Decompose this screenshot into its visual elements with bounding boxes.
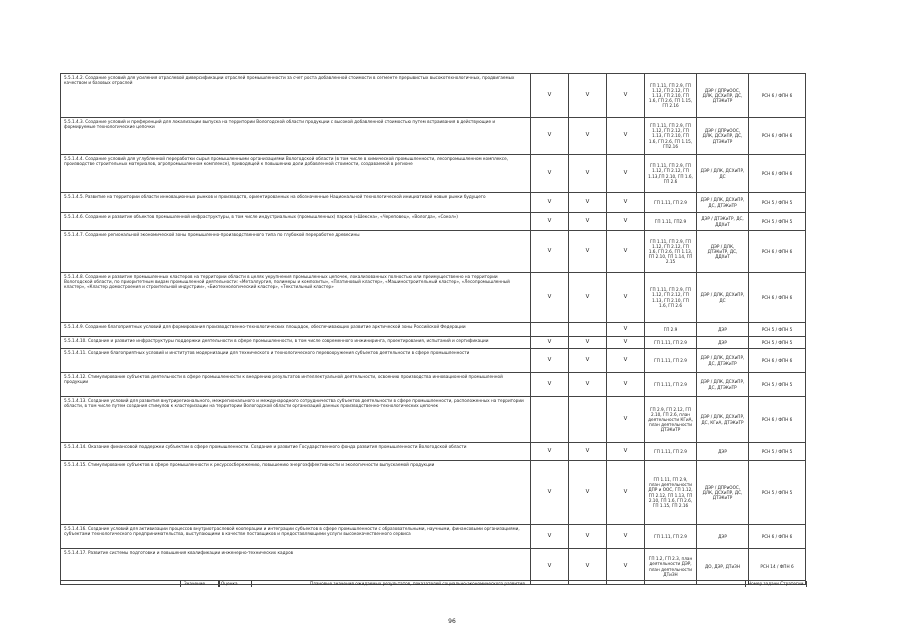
task-code: РСН 6 / ФПН 6 (749, 231, 806, 273)
table-row (61, 74, 806, 118)
strategy-task-table (60, 73, 806, 585)
responsible-executors: ДЭР / ДЛК, ДСХиПР, ДС (697, 155, 749, 193)
period-mark-1 (531, 323, 569, 337)
period-mark-2: V (569, 155, 607, 193)
state-program-refs: ГП 1.11, ГП 2.9, ГП 1.12, ГП 2.12, ГП 1.6, ГП 2.6, ГП 1.13, ГП 2.10, ГП 1.14, ГП 2.15 (645, 231, 697, 273)
period-mark-2: V (569, 337, 607, 349)
table-row (61, 155, 806, 193)
responsible-executors: ДЭР / ДЛК, ДСХиПР, ДС, КГиА, ДТЭКиТР (697, 397, 749, 443)
period-mark-1: V (531, 443, 569, 461)
period-mark-2: V (569, 273, 607, 323)
state-program-refs: ГП 1.11, ГП 2.9 (645, 349, 697, 373)
responsible-executors: ДЭР (697, 323, 749, 337)
period-mark-2 (569, 323, 607, 337)
table-row (61, 193, 806, 213)
task-description: 5.5.1.4.17. Развитие системы подготовки и повышения квалификации инженерно-технических кадров (61, 549, 531, 585)
task-code: РСН 6 / ФПН 6 (749, 74, 806, 118)
task-description: 5.5.1.4.11. Создание благоприятных условий и институтов модернизации для технического и технологического перевооружения субъектов деятельности в сфере промышленности (61, 349, 531, 373)
task-description: 5.5.1.4.16. Создание условий для активизации процессов внутриотраслевой кооперации и интеграции субъектов в сфере промышленности с образовательными, научными, финансовыми организациями, субъектами технологического предпринимательства, выступающими в качестве поставщиков и предоставляющими услуги высококачественного сервиса (61, 525, 531, 549)
period-mark-2: V (569, 349, 607, 373)
state-program-refs: ГП 1.11, ГП 2.9, ГП 1.12, ГП 2.12, ГП 1.13,ГП 2.10, ГП 1.6, ГП 2.6 (645, 155, 697, 193)
responsible-executors: ДЭР / ДЛК, ДСХиПР, ДС (697, 273, 749, 323)
table-row (61, 118, 806, 155)
period-mark-3: V (607, 213, 645, 231)
period-mark-2: V (569, 443, 607, 461)
period-mark-2: V (569, 549, 607, 585)
responsible-executors: ДЭР / ДЛК, ДСХиПР, ДС, ДТЭКиТР (697, 373, 749, 397)
state-program-refs: ГП 1.11, ГП 2.9, план деятельности ДПР и ООС, ГП 1.12, ГП 2.12, ГП 1.13, ГП 2.10, ГП 1.6, ГП 2.6, ГП 1.15, ГП 2.16 (645, 461, 697, 525)
task-code: РСН 5 / ФПН 5 (749, 373, 806, 397)
period-mark-3: V (607, 337, 645, 349)
table-row (61, 323, 806, 337)
footer-value-label: Значение (184, 581, 206, 586)
table-row (61, 231, 806, 273)
task-code: РСН 6 / ФПН 6 (749, 155, 806, 193)
period-mark-2: V (569, 213, 607, 231)
task-code: РСН 5 / ФПН 5 (749, 193, 806, 213)
period-mark-1: V (531, 349, 569, 373)
period-mark-2: V (569, 525, 607, 549)
task-description: 5.5.1.4.4. Создание условий для углубленной переработки сырья промышленными организациями Вологодской области (в том числе в химической промышленности, лесопромышленном комплексе, производстве строительных материалов, агропромышленном комплексе), приводящей к повышению доли добавленной стоимости, создаваемой в регионе (61, 155, 531, 193)
task-code: РСН 6 / ФПН 6 (749, 525, 806, 549)
period-mark-3: V (607, 397, 645, 443)
task-description: 5.5.1.4.15. Стимулирование субъектов в сфере промышленности к ресурсосбережению, повышению энергоэффективности и экологичности выпускаемой продукции (61, 461, 531, 525)
task-description: 5.5.1.4.2. Создание условий для усиления отраслевой диверсификации отраслей промышленности за счет роста добавленной стоимости в сегменте прерывистых высокотехнологичных, продвигаемых качеством и базовых отраслей (61, 74, 531, 118)
task-code: РСН 5 / ФПН 5 (749, 213, 806, 231)
state-program-refs: ГП 1.11, ГП 2.9, ГП 1.12, ГП 2.12, ГП 1.13, ГП 2.10, ГП 1.6, ГП 2.6, ГП 1.15, ГП 2.16 (645, 74, 697, 118)
table-row (61, 461, 806, 525)
state-program-refs: ГП 1.11, ГП 2.9, ГП 1.12, ГП 2.12, ГП 1.13, ГП 2.10, ГП 1.6, ГП 2.6, ГП 1.15, ГП2.16 (645, 118, 697, 155)
footer-planned-values-label: Плановые значения ожидаемых результатов, показателей социально-экономического развития (310, 581, 525, 586)
task-description: 5.5.1.4.9. Создание благоприятных условий для формирования производственно-технологических площадок, обеспечивающих развитие арктической зоны Российской Федерации (61, 323, 531, 337)
task-description: 5.5.1.4.6. Создание и развитие объектов промышленной инфраструктуры, в том числе индустриальных (промышленных) парков («Шексна», «Череповец», «Вологда», «Сокол») (61, 213, 531, 231)
period-mark-1: V (531, 461, 569, 525)
footer-rating-label: Оценка (221, 581, 238, 586)
state-program-refs: ГП 2.9 (645, 323, 697, 337)
task-description: 5.5.1.4.10. Создание и развитие инфраструктуры поддержки деятельности в сфере промышленности, в том числе современного инжиниринга, проектирования, испытаний и сертификации (61, 337, 531, 349)
footer-task-number-label: Номер задачи Стратегии (748, 581, 804, 586)
responsible-executors: ДО, ДЭР, ДТиЗН (697, 549, 749, 585)
responsible-executors: ДЭР (697, 337, 749, 349)
period-mark-1: V (531, 373, 569, 397)
table-row (61, 349, 806, 373)
state-program-refs: ГП 1.11, ГП 2.9 (645, 525, 697, 549)
responsible-executors: ДЭР / ДЛК, ДСХиПР, ДС, ДТЭКиТР (697, 349, 749, 373)
task-description: 5.5.1.4.13. Создание условий для развития внутрирегионального, межрегионального и международного сотрудничества субъектов деятельности в сфере промышленности, расположенных на территории области, в том числе путем создания стимулов к кластеризации на территории Вологодской области организаций данных производственно-технологических цепочек (61, 397, 531, 443)
period-mark-2: V (569, 373, 607, 397)
period-mark-3: V (607, 323, 645, 337)
period-mark-2: V (569, 193, 607, 213)
period-mark-3: V (607, 193, 645, 213)
responsible-executors: ДЭР / ДПРиООС, ДЛК, ДСХиПР, ДС, ДТЭКиТР (697, 461, 749, 525)
responsible-executors: ДЭР / ДПРиООС, ДЛК, ДСХиПР, ДС, ДТЭКиТР (697, 118, 749, 155)
period-mark-1: V (531, 193, 569, 213)
task-code: РСН 6 / ФПН 6 (749, 349, 806, 373)
task-code: РСН 6 / ФПН 6 (749, 118, 806, 155)
page-number: 96 (448, 618, 456, 625)
period-mark-1 (531, 397, 569, 443)
period-mark-3: V (607, 74, 645, 118)
task-code: РСН 5 / ФПН 5 (749, 443, 806, 461)
task-code: РСН 5 / ФПН 5 (749, 337, 806, 349)
period-mark-1: V (531, 118, 569, 155)
task-description: 5.5.1.4.8. Создание и развитие промышленных кластеров на территории области в целях укрупнения промышленных цепочек, локализованных полностью или преимущественно на территории Вологодской области, по приоритетным видам промышленной деятельности: «Металлургия, полимеры и композиты», «Платиновый кластер», «Машиностроительный кластер», «Лесопромышленный кластер», «Кластер домостроения и строительной индустрии», «Биотехнологический кластер», «Текстильный кластер» (61, 273, 531, 323)
state-program-refs: ГП 1.11, ГП 2.9 (645, 337, 697, 349)
period-mark-1: V (531, 231, 569, 273)
responsible-executors: ДЭР / ДЛК, ДСХиПР, ДС, ДТЭКиТР (697, 193, 749, 213)
table-row (61, 213, 806, 231)
period-mark-3: V (607, 231, 645, 273)
period-mark-3: V (607, 443, 645, 461)
state-program-refs: ГП 1.11, ГП 2.9 (645, 443, 697, 461)
task-code: РСН 5 / ФПН 5 (749, 323, 806, 337)
period-mark-1: V (531, 337, 569, 349)
period-mark-2: V (569, 118, 607, 155)
period-mark-3: V (607, 373, 645, 397)
period-mark-3: V (607, 349, 645, 373)
task-description: 5.5.1.4.5. Развитие на территории области инновационных рынков и производств, ориентированных на обозначенные Национальной технологической инициативой новые рынки будущего (61, 193, 531, 213)
task-code: РСН 6 / ФПН 6 (749, 397, 806, 443)
responsible-executors: ДЭР (697, 443, 749, 461)
responsible-executors: ДЭР / ДПРиООС, ДЛК, ДСХиПР, ДС, ДТЭКиТР (697, 74, 749, 118)
period-mark-3: V (607, 461, 645, 525)
state-program-refs: ГП 1.11, ГП 2.9 (645, 193, 697, 213)
table-footer (60, 580, 805, 588)
responsible-executors: ДЭР / ДЛК, ДТЭКиТР, ДС, ДДХиТ (697, 231, 749, 273)
period-mark-3: V (607, 273, 645, 323)
period-mark-3: V (607, 118, 645, 155)
period-mark-1: V (531, 155, 569, 193)
period-mark-2: V (569, 461, 607, 525)
task-description: 5.5.1.4.12. Стимулирование субъектов деятельности в сфере промышленности к внедрению результатов интеллектуальной деятельности, освоению производства инновационной промышленной продукции (61, 373, 531, 397)
period-mark-2: V (569, 74, 607, 118)
task-code: РСН 6 / ФПН 6 (749, 273, 806, 323)
state-program-refs: ГП 2.9, ГП 2.12, ГП 2.10, ГП 2.6, план деятельности КГиА, план деятельности ДТЭКиТР (645, 397, 697, 443)
period-mark-1: V (531, 74, 569, 118)
period-mark-1: V (531, 525, 569, 549)
period-mark-1: V (531, 213, 569, 231)
period-mark-3: V (607, 525, 645, 549)
state-program-refs: ГП 1.11, ГП 2.9, ГП 1.12, ГП 2.12, ГП 1.13, ГП 2.10, ГП 1.6, ГП 2.6 (645, 273, 697, 323)
table-row (61, 337, 806, 349)
table-row (61, 443, 806, 461)
table-row (61, 525, 806, 549)
task-description: 5.5.1.4.3. Создание условий и преференций для локализации выпуска на территории Вологодской области продукции с высокой добавленной стоимостью путем встраивания в действующие и формируемые технологические цепочки (61, 118, 531, 155)
period-mark-3: V (607, 549, 645, 585)
period-mark-1: V (531, 273, 569, 323)
table-row (61, 397, 806, 443)
period-mark-1: V (531, 549, 569, 585)
task-code: РСН 14 / ФПН 6 (749, 549, 806, 585)
table-row (61, 273, 806, 323)
period-mark-2: V (569, 231, 607, 273)
responsible-executors: ДЭР / ДТЭКиТР, ДС, ДДХиТ (697, 213, 749, 231)
state-program-refs: ГП 1.11, ГП 2.9 (645, 373, 697, 397)
state-program-refs: ГП 1.11, ГП2.9 (645, 213, 697, 231)
state-program-refs: ГП 1.2, ГП 2.3, план деятельности ДЭР, план деятельности ДТиЗН (645, 549, 697, 585)
responsible-executors: ДЭР (697, 525, 749, 549)
task-description: 5.5.1.4.14. Оказание финансовой поддержки субъектам в сфере промышленности. Создание и развитие Государственного фонда развития промышленности Вологодской области (61, 443, 531, 461)
task-code: РСН 5 / ФПН 5 (749, 461, 806, 525)
task-description: 5.5.1.4.7. Создание региональной экономической зоны промышленно-производственного типа по глубокой переработке древесины (61, 231, 531, 273)
period-mark-2 (569, 397, 607, 443)
period-mark-3: V (607, 155, 645, 193)
table-row (61, 373, 806, 397)
